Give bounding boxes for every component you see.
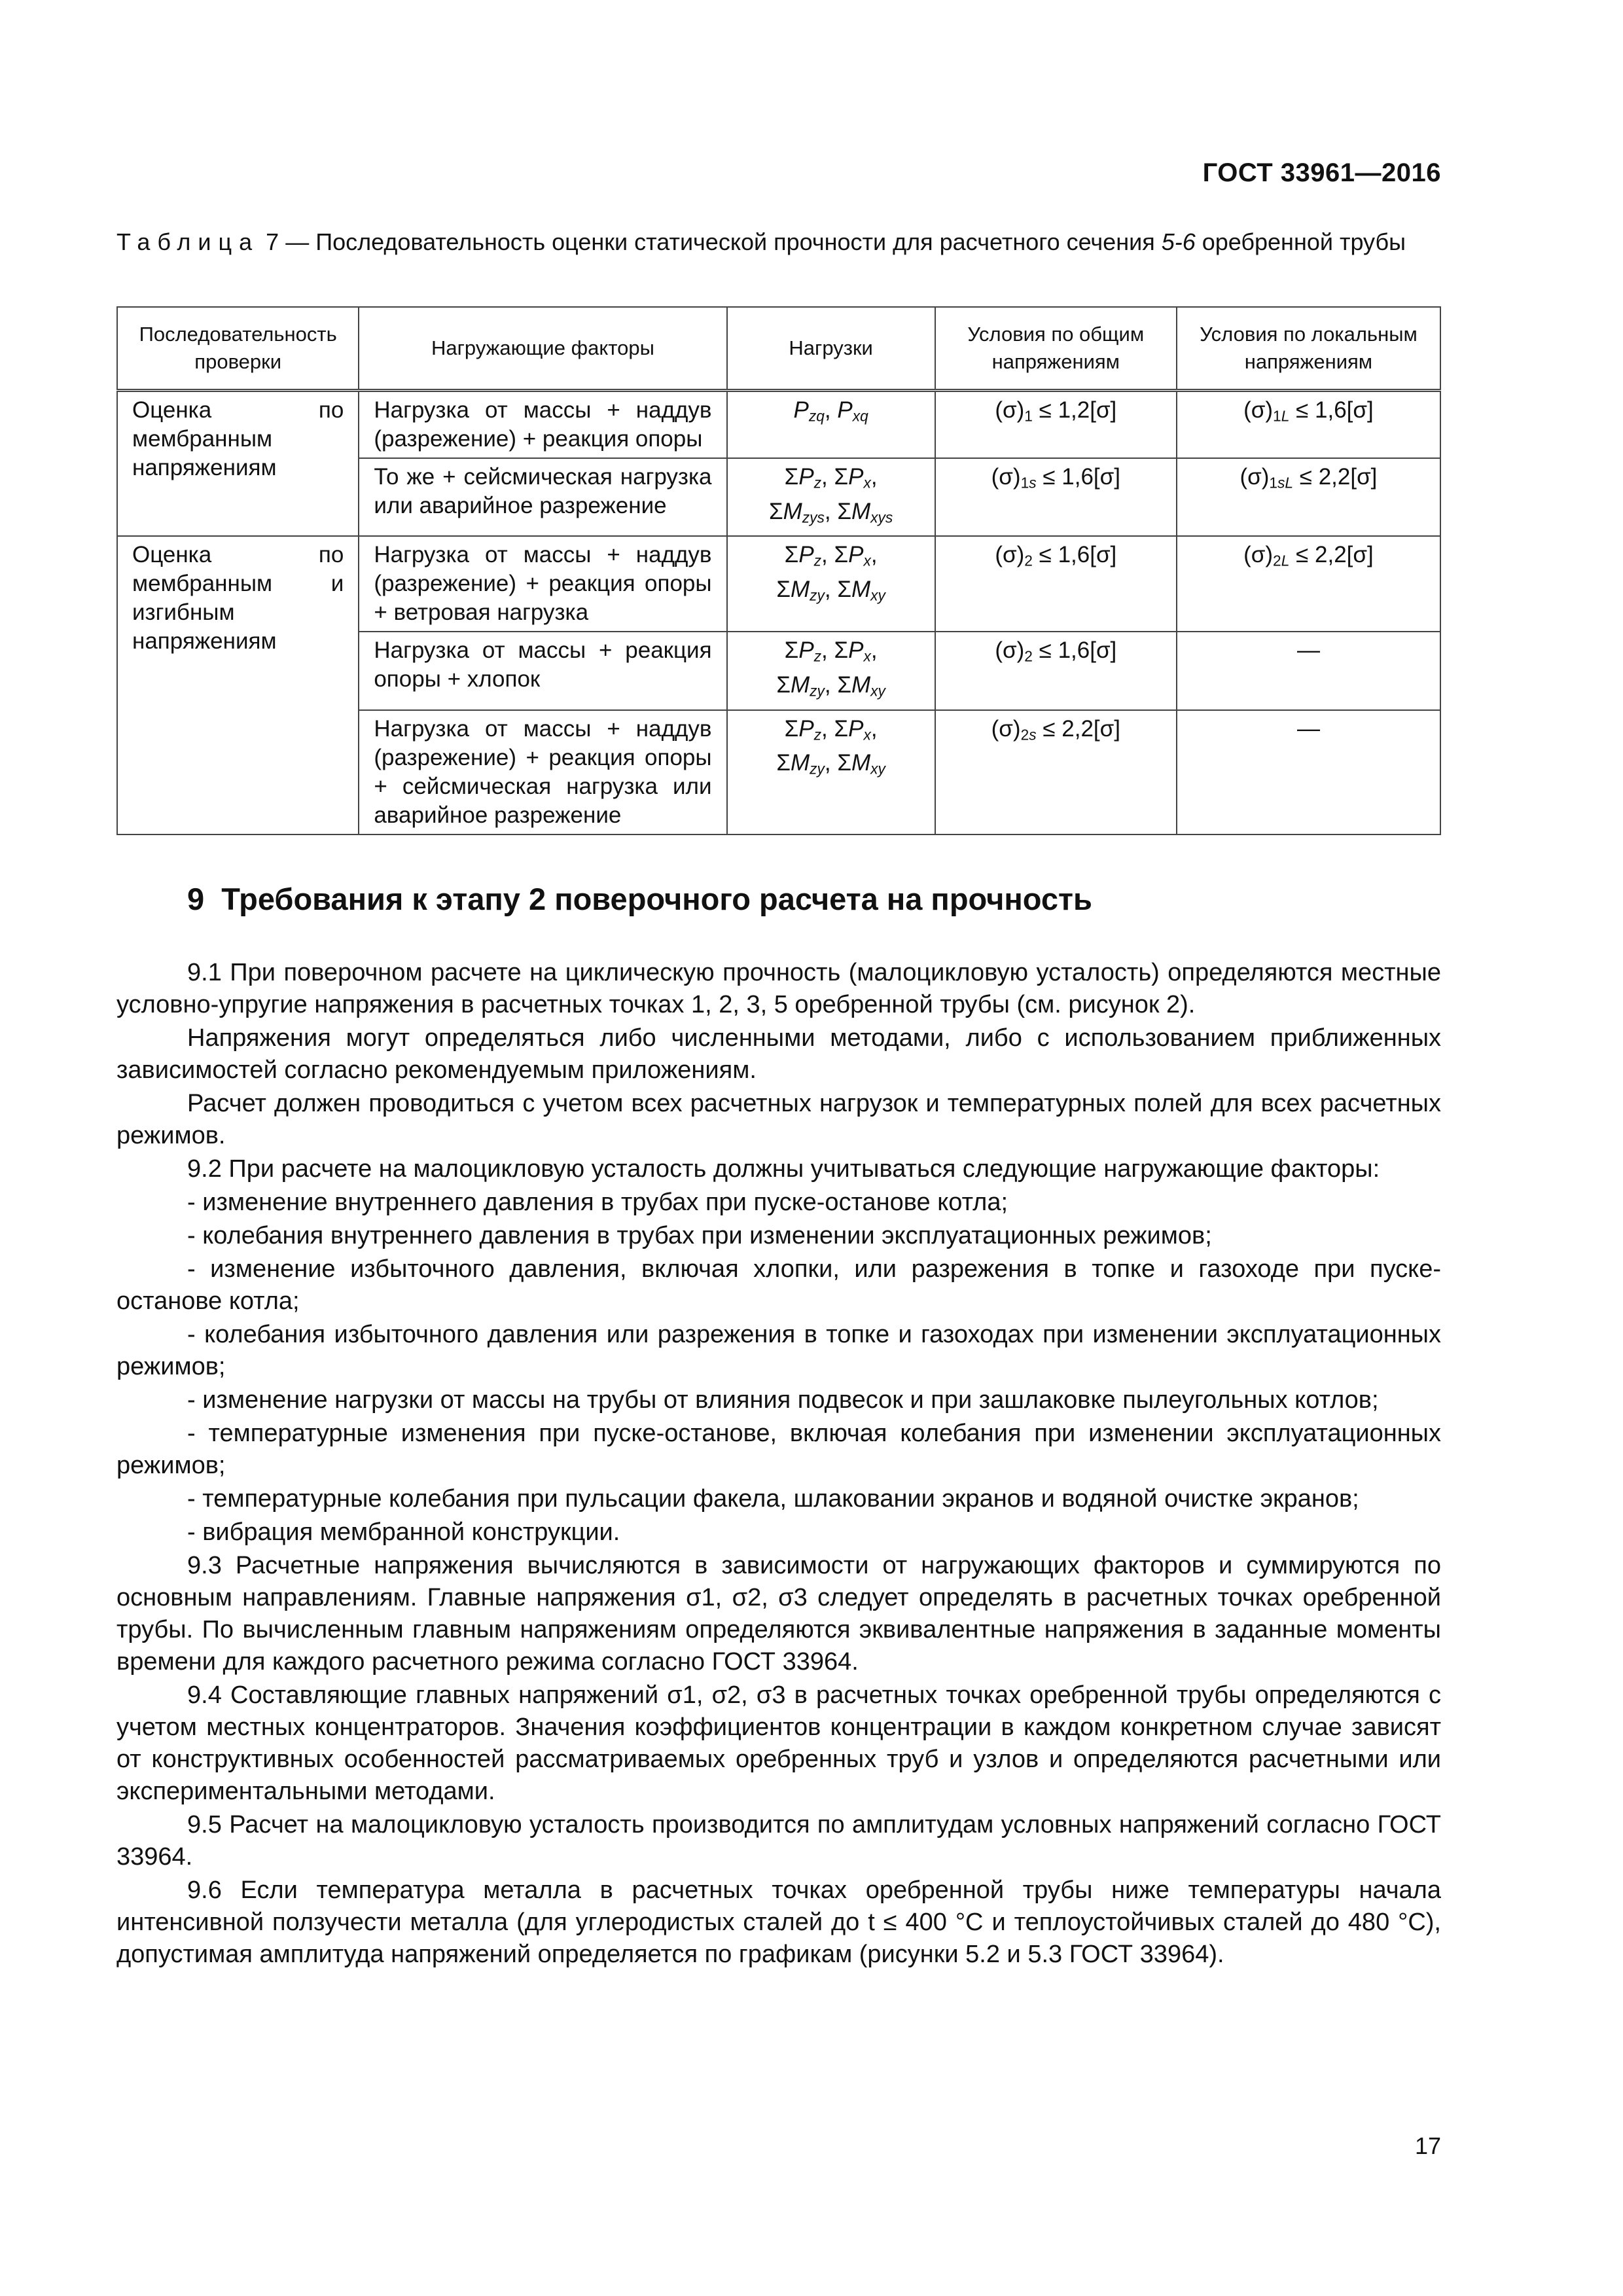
- local-cell: $(\sigma)_{1sL} \le 2,2[\sigma]$: [1177, 458, 1440, 536]
- list-item: - вибрация мембранной конструкции.: [187, 1518, 620, 1546]
- loads-cell: $\Sigma P_z$, $\Sigma P_x$, $\Sigma M_{zy}$, $\Sigma M_{xy}$: [727, 710, 935, 834]
- caption-text: — Последовательность оценки статической прочности для расчетного сечения: [279, 228, 1162, 255]
- factors-cell: То же + сейсмическая нагрузка или аварийное разрежение: [359, 458, 726, 536]
- paragraph: 9.1 При поверочном расчете на циклическую прочность (малоцикловую усталость) определяются местные условно-упругие напряжения в расчетных точках 1, 2, 3, 5 оребренной трубы (см. рисунок 2).: [116, 959, 1441, 1018]
- paragraph: 9.6 Если температура металла в расчетных точках оребренной трубы ниже температуры начала интенсивной ползучести металла (для углеродистых сталей до t ≤ 400 °C и теплоустойчивых сталей до 480 °C), допустимая амплитуда напряжений определяется по графикам (рисунки 5.2 и 5.3 ГОСТ 33964).: [116, 1876, 1441, 1968]
- section-title: [187, 881, 1092, 917]
- section-number: 9: [187, 882, 205, 916]
- check-cell: Оценка по мембранным и изгибным напряжениям: [117, 536, 359, 834]
- caption-label: Таблица: [116, 228, 260, 255]
- table-caption: [116, 226, 1441, 257]
- list-item: - изменение внутреннего давления в трубах при пуске-останове котла;: [187, 1189, 1008, 1216]
- list-item: - изменение избыточного давления, включая хлопки, или разрежения в топке и газоходе при пуске-останове котла;: [116, 1255, 1441, 1315]
- loads-cell: $\Sigma P_z$, $\Sigma P_x$, $\Sigma M_{zys}$, $\Sigma M_{xys}$: [727, 458, 935, 536]
- table-row: [117, 391, 1440, 459]
- paragraph: Напряжения могут определяться либо численными методами, либо с использованием приближенных зависимостей согласно рекомендуемым приложениям.: [116, 1024, 1441, 1084]
- header-general: Условия по общим напряжениям: [935, 307, 1177, 391]
- caption-num: 7: [266, 228, 279, 255]
- general-cell: $(\sigma)_1 \le 1,2[\sigma]$: [935, 391, 1177, 459]
- general-cell: $(\sigma)_2 \le 1,6[\sigma]$: [935, 632, 1177, 709]
- paragraph: 9.5 Расчет на малоцикловую усталость производится по амплитудам условных напряжений согласно ГОСТ 33964.: [116, 1811, 1441, 1871]
- factors-cell: Нагрузка от массы + наддув (разрежение) + реакция опоры + сейсмическая нагрузка или аварийное разрежение: [359, 710, 726, 834]
- caption-section-ref: 5-6: [1161, 228, 1196, 255]
- local-cell: —: [1177, 632, 1440, 709]
- header-factors: Нагружающие факторы: [359, 307, 726, 391]
- factors-cell: Нагрузка от массы + наддув (разрежение) + реакция опоры: [359, 391, 726, 459]
- section-body: [116, 957, 1441, 1972]
- local-cell: $(\sigma)_{1L} \le 1,6[\sigma]$: [1177, 391, 1440, 459]
- list-item: - температурные изменения при пуске-останове, включая колебания при изменении эксплуатационных режимов;: [116, 1420, 1441, 1479]
- loads-cell: $P_{zq}$, $P_{xq}$: [727, 391, 935, 459]
- list-item: - изменение нагрузки от массы на трубы от влияния подвесок и при зашлаковке пылеугольных котлов;: [187, 1386, 1379, 1414]
- factors-cell: Нагрузка от массы + реакция опоры + хлопок: [359, 632, 726, 709]
- page-number: 17: [1414, 2132, 1441, 2159]
- header-loads: Нагрузки: [727, 307, 935, 391]
- loads-cell: $\Sigma P_z$, $\Sigma P_x$, $\Sigma M_{zy}$, $\Sigma M_{xy}$: [727, 536, 935, 632]
- local-cell: —: [1177, 710, 1440, 834]
- table-header-row: [117, 307, 1440, 391]
- general-cell: $(\sigma)_{2s} \le 2,2[\sigma]$: [935, 710, 1177, 834]
- header-local: Условия по локальным напряжениям: [1177, 307, 1440, 391]
- list-item: - колебания избыточного давления или разрежения в топке и газоходах при изменении эксплуатационных режимов;: [116, 1321, 1441, 1380]
- caption-text2: оребренной трубы: [1195, 228, 1406, 255]
- list-item: - температурные колебания при пульсации факела, шлаковании экранов и водяной очистке экранов;: [187, 1485, 1359, 1513]
- paragraph: Расчет должен проводиться с учетом всех расчетных нагрузок и температурных полей для всех расчетных режимов.: [116, 1090, 1441, 1149]
- paragraph: 9.3 Расчетные напряжения вычисляются в зависимости от нагружающих факторов и суммируются по основным направлениям. Главные напряжения σ1, σ2, σ3 следует определять в расчетных точках оребренной трубы. По вычисленным главным напряжениям определяются эквивалентные напряжения в заданные моменты времени для каждого расчетного режима согласно ГОСТ 33964.: [116, 1552, 1441, 1676]
- header-check: Последовательность проверки: [117, 307, 359, 391]
- static-strength-table: [116, 306, 1441, 835]
- factors-cell: Нагрузка от массы + наддув (разрежение) + реакция опоры + ветровая нагрузка: [359, 536, 726, 632]
- loads-cell: $\Sigma P_z$, $\Sigma P_x$, $\Sigma M_{zy}$, $\Sigma M_{xy}$: [727, 632, 935, 709]
- section-title-text: Требования к этапу 2 поверочного расчета на прочность: [221, 882, 1092, 916]
- table-row: [117, 536, 1440, 632]
- paragraph: 9.2 При расчете на малоцикловую усталость должны учитываться следующие нагружающие факторы:: [187, 1155, 1380, 1183]
- general-cell: $(\sigma)_{1s} \le 1,6[\sigma]$: [935, 458, 1177, 536]
- list-item: - колебания внутреннего давления в трубах при изменении эксплуатационных режимов;: [187, 1222, 1212, 1249]
- document-header: ГОСТ 33961—2016: [1202, 158, 1441, 187]
- general-cell: $(\sigma)_2 \le 1,6[\sigma]$: [935, 536, 1177, 632]
- local-cell: $(\sigma)_{2L} \le 2,2[\sigma]$: [1177, 536, 1440, 632]
- paragraph: 9.4 Составляющие главных напряжений σ1, σ2, σ3 в расчетных точках оребренной трубы определяются с учетом местных концентраторов. Значения коэффициентов концентрации в каждом конкретном случае зависят от конструктивных особенностей рассматриваемых оребренных труб и узлов и определяются расчетными или экспериментальными методами.: [116, 1681, 1441, 1805]
- check-cell: Оценка по мембранным напряжениям: [117, 391, 359, 537]
